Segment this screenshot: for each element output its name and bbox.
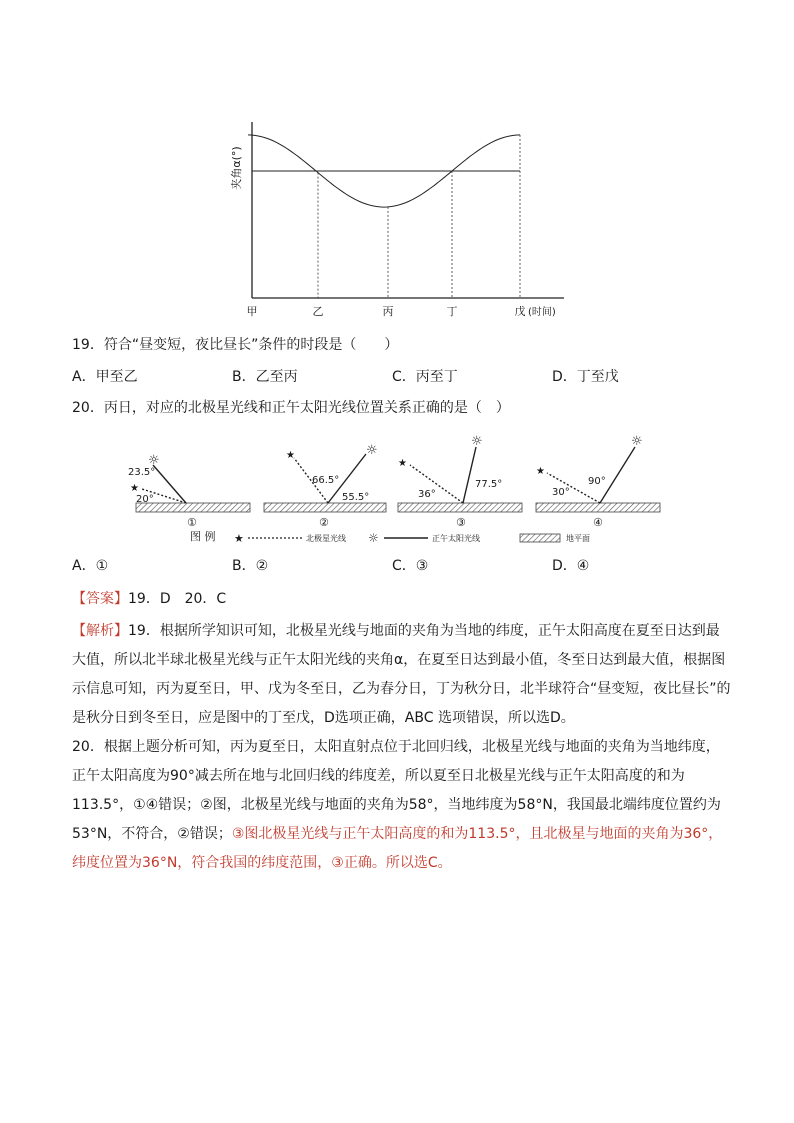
analysis-label: 【解析】 bbox=[72, 623, 128, 639]
star-icon: ★ bbox=[398, 458, 407, 469]
q19-option-a[interactable]: A．甲至乙 bbox=[72, 369, 138, 385]
sun-icon: ☼ bbox=[366, 443, 378, 458]
panel-number: ② bbox=[319, 516, 329, 529]
panel-number: ③ bbox=[456, 516, 466, 529]
x-tick-label: 戊 bbox=[514, 305, 526, 318]
q19-stem: 19．符合“昼变短，夜比昼长”条件的时段是（ ） bbox=[72, 337, 399, 353]
answer-text: 19．D 20．C bbox=[128, 591, 227, 607]
panel-3 bbox=[398, 434, 522, 529]
legend-sun-label: 正午太阳光线 bbox=[432, 534, 480, 543]
sun-ray bbox=[600, 447, 635, 503]
star-icon: ★ bbox=[286, 450, 295, 461]
ground bbox=[398, 503, 522, 512]
angle-chart bbox=[220, 118, 580, 323]
ground bbox=[536, 503, 660, 512]
x-tick-labels bbox=[247, 304, 556, 318]
sun-icon: ☼ bbox=[631, 434, 643, 449]
legend-ground-label: 地平面 bbox=[566, 534, 590, 543]
panel-1 bbox=[128, 453, 250, 529]
answer-label: 【答案】 bbox=[72, 591, 128, 607]
q20-option-a[interactable]: A．① bbox=[72, 558, 109, 574]
q20-option-b[interactable]: B．② bbox=[232, 558, 269, 574]
angle-label-1: 23.5° bbox=[128, 467, 156, 478]
panel-4 bbox=[536, 434, 660, 529]
sun-ray bbox=[463, 447, 476, 503]
ground bbox=[264, 503, 386, 512]
panel-number: ① bbox=[187, 516, 197, 529]
dashed-guides bbox=[318, 135, 520, 298]
angle-label-1: 66.5° bbox=[312, 475, 340, 486]
x-tick-label: 甲 bbox=[246, 305, 258, 318]
polaris-sun-figure bbox=[126, 428, 671, 550]
q19-option-c[interactable]: C．丙至丁 bbox=[392, 369, 458, 385]
y-axis-label: 夹角α(°) bbox=[230, 146, 243, 190]
legend-sun-icon: ☼ bbox=[368, 531, 379, 545]
star-icon: ★ bbox=[536, 466, 545, 477]
figure-legend bbox=[190, 529, 590, 545]
angle-label-2: 90° bbox=[588, 476, 606, 487]
star-icon: ★ bbox=[130, 483, 139, 494]
angle-label-2: 77.5° bbox=[475, 479, 503, 490]
legend-ground-swatch bbox=[520, 534, 560, 542]
legend-star-icon: ★ bbox=[234, 532, 244, 545]
q20-option-d[interactable]: D．④ bbox=[552, 558, 590, 574]
q19-option-b[interactable]: B．乙至丙 bbox=[232, 369, 298, 385]
x-tick-label: 丁 bbox=[446, 305, 458, 318]
x-tick-label: 乙 bbox=[312, 305, 324, 318]
x-axis-unit: (时间) bbox=[528, 307, 556, 318]
legend-polaris-label: 北极星光线 bbox=[306, 534, 346, 543]
legend-title: 图 例 bbox=[190, 530, 216, 543]
sun-icon: ☼ bbox=[148, 453, 160, 468]
panel-2 bbox=[264, 443, 386, 529]
analysis-block bbox=[72, 617, 732, 878]
answer-line bbox=[72, 589, 226, 609]
angle-label-1: 36° bbox=[418, 489, 436, 500]
sun-icon: ☼ bbox=[471, 434, 483, 449]
angle-label-1: 30° bbox=[552, 487, 570, 498]
analysis-paragraph-20: 20．根据上题分析可知，丙为夏至日，太阳直射点位于北回归线，北极星光线与地面的夹角为当地纬度，正午太阳高度为90°减去所在地与北回归线的纬度差，所以夏至日北极星光线与正午太阳高度的和为113.5°，①④错误；②图，北极星光线与地面的夹角为58°，当地纬度为58°N，我国最北端纬度位置约为53°N，不符合，②错误；③图北极星光线与正午太阳高度的和为113.5°，且北极星与地面的夹角为36°，纬度位置为36°N，符合我国的纬度范围，③正确。所以选C。 bbox=[72, 739, 723, 871]
angle-label-2: 55.5° bbox=[342, 492, 370, 503]
panel-number: ④ bbox=[593, 516, 603, 529]
q19-option-d[interactable]: D．丁至戊 bbox=[552, 369, 619, 385]
q20-stem: 20．丙日，对应的北极星光线和正午太阳光线位置关系正确的是（ ） bbox=[72, 400, 510, 416]
angle-label-2: 20° bbox=[136, 494, 154, 505]
analysis-paragraph-19: 【解析】19．根据所学知识可知，北极星光线与地面的夹角为当地的纬度，正午太阳高度在夏至日达到最大值，所以北半球北极星光线与正午太阳光线的夹角α，在夏至日达到最小值，冬至日达到最大值，根据图示信息可知，丙为夏至日，甲、戊为冬至日，乙为春分日，丁为秋分日，北半球符合“昼变短，夜比昼长”的是秋分日到冬至日，应是图中的丁至戊，D选项正确，ABC 选项错误，所以选D。 bbox=[72, 623, 731, 726]
x-tick-label: 丙 bbox=[382, 305, 394, 318]
q20-option-c[interactable]: C．③ bbox=[392, 558, 429, 574]
